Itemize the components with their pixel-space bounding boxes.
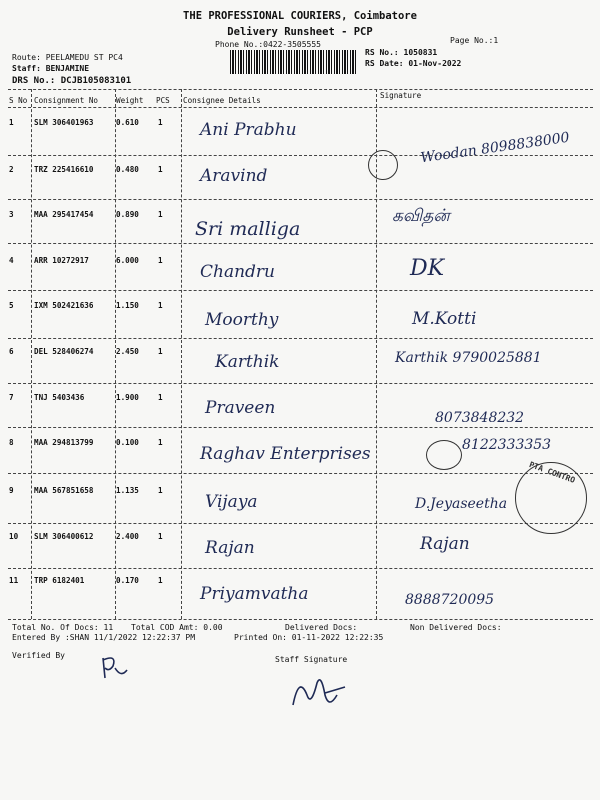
stamp-text: PTA CONTRO <box>527 460 577 485</box>
staff-label: Staff: BENJAMINE <box>12 64 90 73</box>
row-sno: 8 <box>9 438 14 447</box>
row-sno: 11 <box>9 576 19 585</box>
row-divider <box>8 523 593 524</box>
row-consignment: SLM 306400612 <box>34 532 94 541</box>
handwritten-consignee: Moorthy <box>205 310 279 330</box>
handwritten-signature: Karthik 9790025881 <box>395 350 542 366</box>
row-divider <box>8 427 593 428</box>
handwritten-consignee: Chandru <box>200 262 275 282</box>
delivered-docs: Delivered Docs: <box>285 623 358 632</box>
row-weight: 0.480 <box>116 165 139 174</box>
row-divider <box>8 338 593 339</box>
total-docs: Total No. Of Docs: 11 <box>12 623 114 632</box>
handwritten-signature: D.Jeyaseetha <box>415 496 508 512</box>
seal-mark <box>426 440 462 470</box>
non-delivered-docs: Non Delivered Docs: <box>410 623 502 632</box>
row-sno: 9 <box>9 486 14 495</box>
column-divider <box>31 89 32 619</box>
row-consignment: DEL 528406274 <box>34 347 94 356</box>
table-bottom-rule <box>8 619 593 620</box>
row-divider <box>8 290 593 291</box>
verifier-signature <box>95 650 135 690</box>
row-sno: 1 <box>9 118 14 127</box>
handwritten-consignee: Praveen <box>205 398 276 418</box>
total-cod: Total COD Amt: 0.00 <box>131 623 223 632</box>
row-pcs: 1 <box>158 347 163 356</box>
col-header-pcs: PCS <box>156 96 170 105</box>
verified-by-label: Verified By <box>12 651 65 660</box>
handwritten-consignee: Karthik <box>215 352 280 372</box>
row-sno: 10 <box>9 532 19 541</box>
handwritten-signature: M.Kotti <box>412 309 477 329</box>
column-divider <box>181 89 182 619</box>
row-consignment: TRP 6182401 <box>34 576 85 585</box>
row-pcs: 1 <box>158 532 163 541</box>
handwritten-signature: கவிதன் <box>392 206 450 226</box>
row-weight: 1.900 <box>116 393 139 402</box>
row-consignment: TRZ 225416610 <box>34 165 94 174</box>
row-consignment: IXM 502421636 <box>34 301 94 310</box>
page-number: Page No.:1 <box>450 36 499 45</box>
header-bottom-rule <box>8 107 593 108</box>
col-header-signature: Signature <box>380 91 422 100</box>
row-consignment: ARR 10272917 <box>34 256 89 265</box>
row-weight: 1.150 <box>116 301 139 310</box>
row-sno: 6 <box>9 347 14 356</box>
row-pcs: 1 <box>158 393 163 402</box>
col-header-consignment: Consignment No <box>34 96 99 105</box>
row-divider <box>8 473 593 474</box>
row-weight: 0.170 <box>116 576 139 585</box>
row-weight: 0.610 <box>116 118 139 127</box>
handwritten-signature: 8888720095 <box>405 592 495 608</box>
row-weight: 2.450 <box>116 347 139 356</box>
row-weight: 6.000 <box>116 256 139 265</box>
handwritten-signature: 8122333353 <box>462 437 552 453</box>
rs-date: RS Date: 01-Nov-2022 <box>365 59 462 68</box>
row-consignment: MAA 294813799 <box>34 438 94 447</box>
row-pcs: 1 <box>158 576 163 585</box>
row-pcs: 1 <box>158 256 163 265</box>
barcode <box>230 50 356 74</box>
runsheet-subtitle: Delivery Runsheet - PCP <box>227 26 373 38</box>
row-divider <box>8 383 593 384</box>
row-pcs: 1 <box>158 438 163 447</box>
row-divider <box>8 243 593 244</box>
row-pcs: 1 <box>158 301 163 310</box>
row-consignment: MAA 295417454 <box>34 210 94 219</box>
drs-number: DRS No.: DCJB105083101 <box>12 76 132 86</box>
row-sno: 3 <box>9 210 14 219</box>
handwritten-consignee: Priyamvatha <box>200 584 309 604</box>
row-weight: 1.135 <box>116 486 139 495</box>
handwritten-signature: Woodan 8098838000 <box>419 129 571 167</box>
row-weight: 0.100 <box>116 438 139 447</box>
company-title: THE PROFESSIONAL COURIERS, Coimbatore <box>183 10 417 22</box>
row-pcs: 1 <box>158 210 163 219</box>
handwritten-signature: 8073848232 <box>435 410 525 426</box>
handwritten-consignee: Sri malliga <box>195 218 301 240</box>
row-divider <box>8 199 593 200</box>
entered-by: Entered By :SHAN 11/1/2022 12:22:37 PM <box>12 633 196 642</box>
route-label: Route: PEELAMEDU ST PC4 <box>12 53 123 62</box>
row-divider <box>8 155 593 156</box>
row-sno: 4 <box>9 256 14 265</box>
rs-number: RS No.: 1050831 <box>365 48 438 57</box>
col-header-weight: Weight <box>116 96 144 105</box>
row-pcs: 1 <box>158 486 163 495</box>
row-divider <box>8 568 593 569</box>
row-sno: 7 <box>9 393 14 402</box>
handwritten-consignee: Rajan <box>205 538 255 558</box>
phone-number: Phone No.:0422-3505555 <box>215 40 321 49</box>
col-header-sno: S No <box>9 96 28 105</box>
handwritten-signature: Rajan <box>420 534 470 554</box>
row-pcs: 1 <box>158 165 163 174</box>
row-sno: 2 <box>9 165 14 174</box>
row-weight: 2.400 <box>116 532 139 541</box>
handwritten-consignee: Vijaya <box>205 492 258 512</box>
handwritten-consignee: Ani Prabhu <box>200 120 297 140</box>
row-weight: 0.890 <box>116 210 139 219</box>
staff-signature-label: Staff Signature <box>275 655 348 664</box>
staff-signature-mark <box>285 665 355 715</box>
row-consignment: SLM 306401963 <box>34 118 94 127</box>
row-pcs: 1 <box>158 118 163 127</box>
col-header-consignee: Consignee Details <box>183 96 261 105</box>
row-sno: 5 <box>9 301 14 310</box>
handwritten-consignee: Aravind <box>200 166 268 186</box>
row-consignment: MAA 567851658 <box>34 486 94 495</box>
handwritten-consignee: Raghav Enterprises <box>200 444 371 464</box>
handwritten-signature: DK <box>410 256 445 281</box>
table-top-rule <box>8 89 593 90</box>
seal-mark <box>368 150 398 180</box>
printed-on: Printed On: 01-11-2022 12:22:35 <box>234 633 384 642</box>
row-consignment: TNJ 5403436 <box>34 393 85 402</box>
